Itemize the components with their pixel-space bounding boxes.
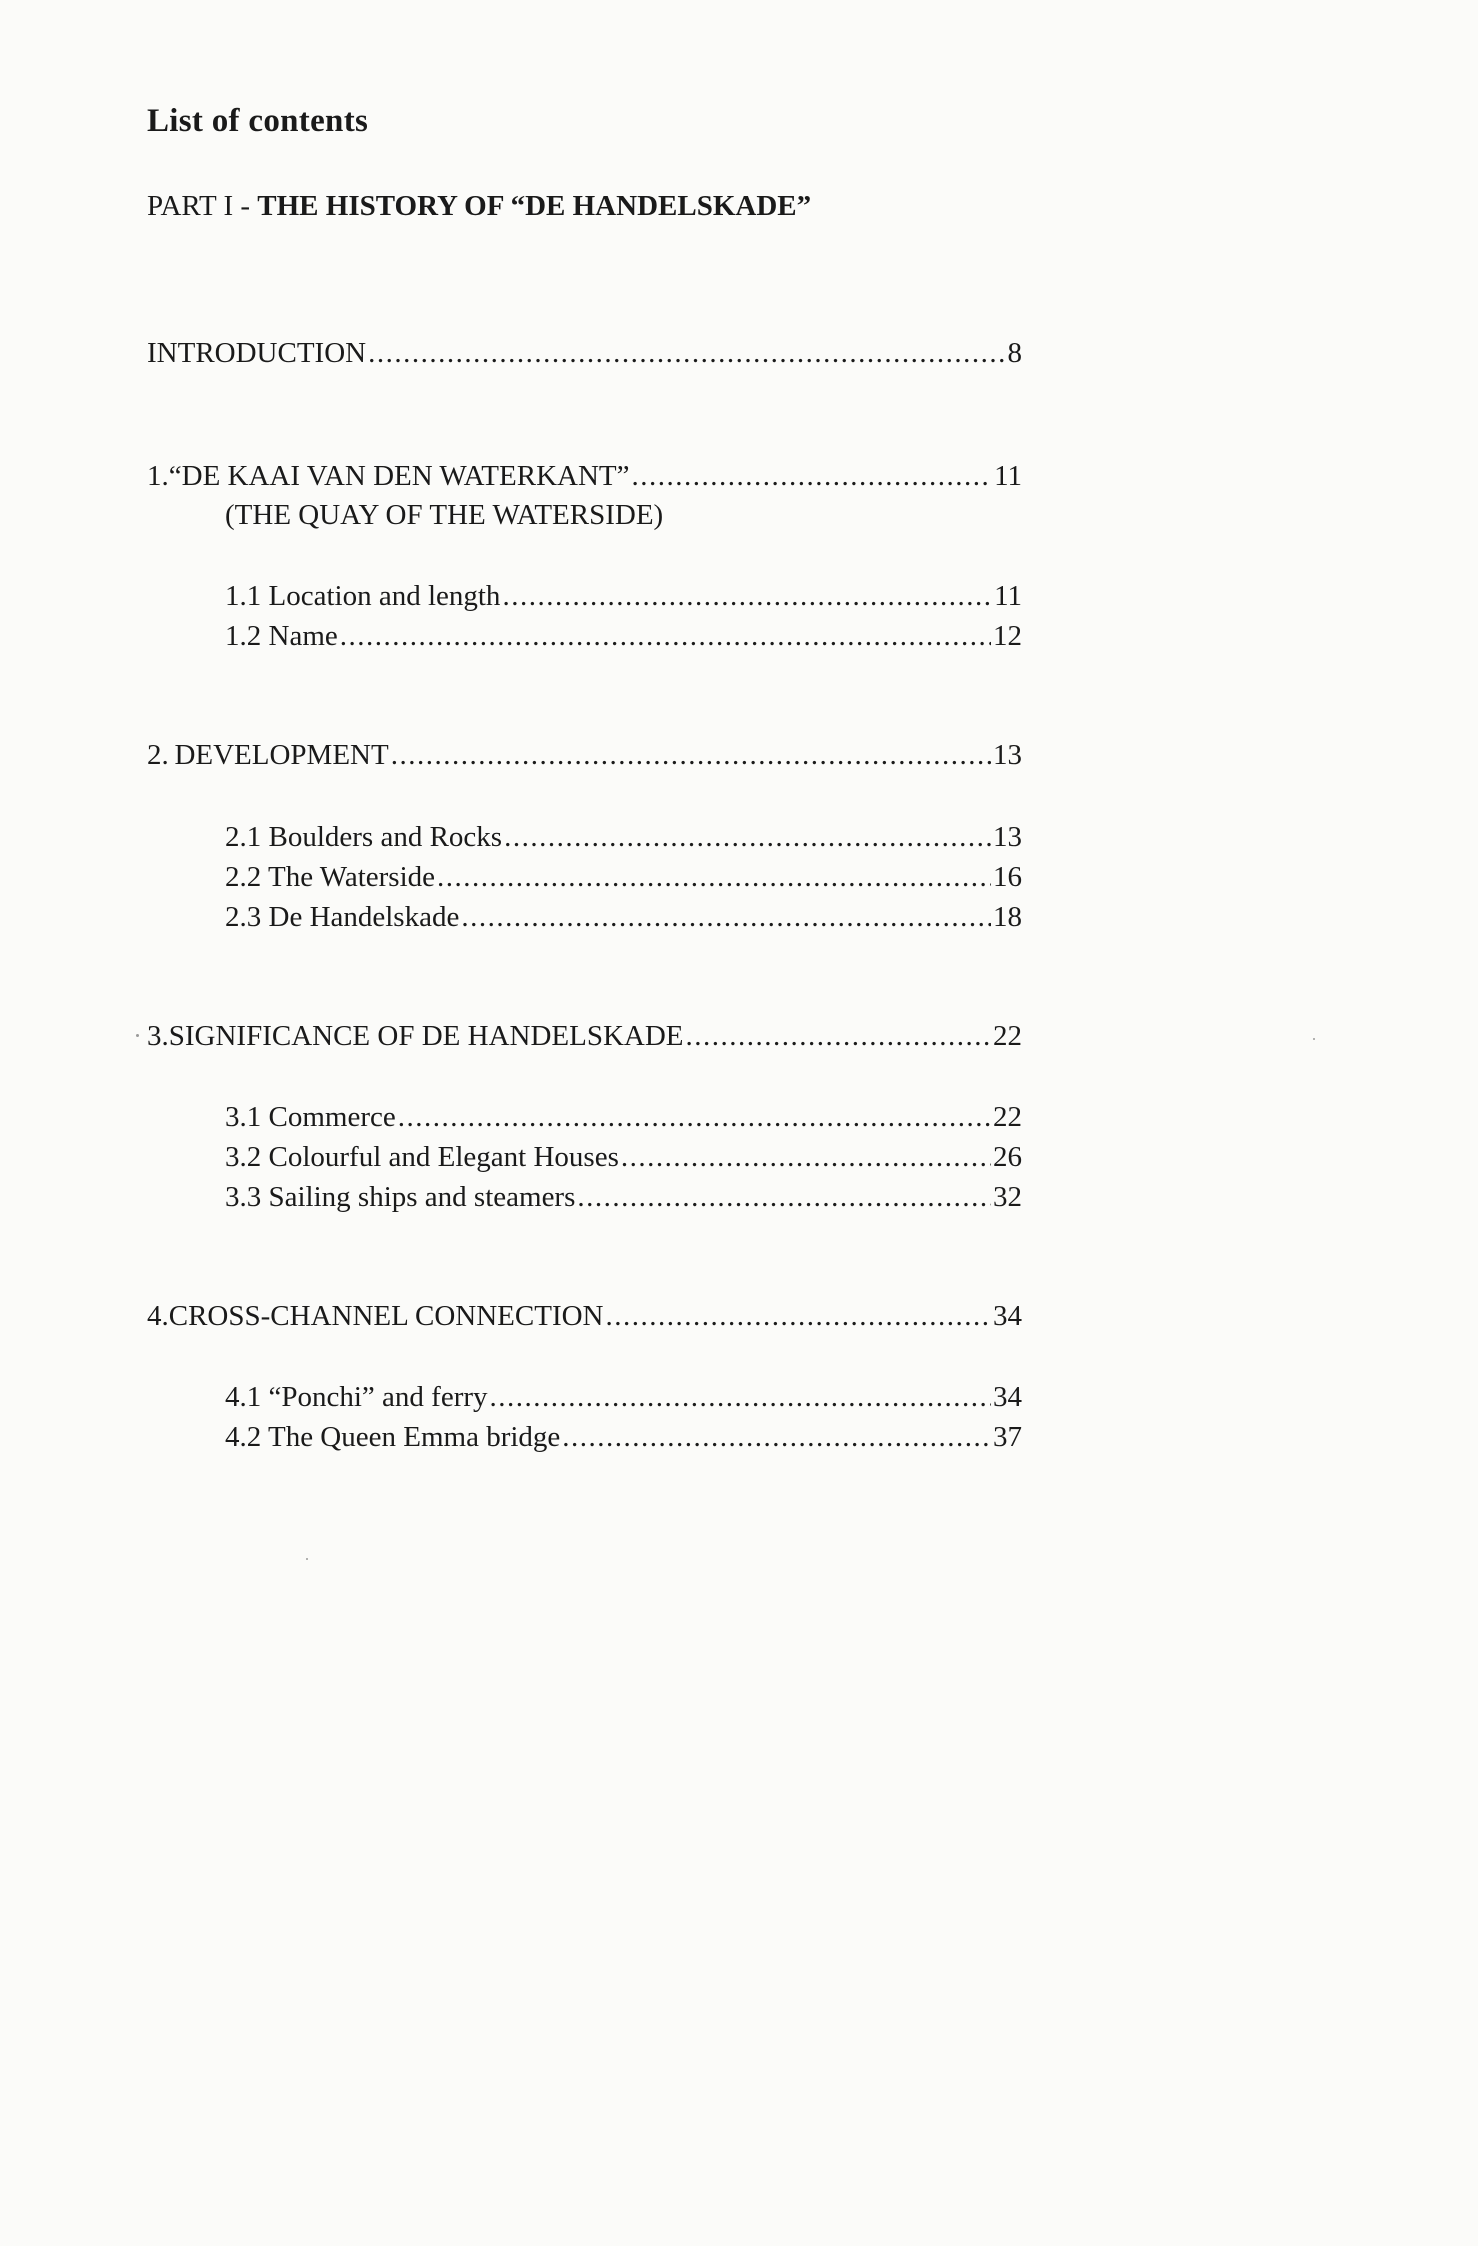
dot-leader — [398, 1099, 991, 1135]
toc-entry-introduction[interactable] — [147, 335, 1022, 371]
chapter-label: DEVELOPMENT — [174, 739, 389, 771]
toc-page-number: 22 — [993, 1101, 1022, 1133]
toc-page-number: 13 — [993, 739, 1022, 771]
toc-page-number: 34 — [993, 1381, 1022, 1413]
toc-chapter-4[interactable] — [147, 1298, 1022, 1334]
section-label: 4.1 “Ponchi” and ferry — [225, 1381, 488, 1413]
toc-entry-label: INTRODUCTION — [147, 337, 367, 369]
toc-page-number: 37 — [993, 1421, 1022, 1453]
toc-page-number: 32 — [993, 1181, 1022, 1213]
chapter-1-subtitle: (THE QUAY OF THE WATERSIDE) — [225, 499, 664, 531]
dot-leader — [631, 458, 992, 494]
dot-leader — [504, 819, 991, 855]
dot-leader — [577, 1179, 991, 1215]
dot-leader — [686, 1018, 992, 1054]
dot-leader — [621, 1139, 991, 1175]
section-label: 2.3 De Handelskade — [225, 901, 460, 933]
chapter-label: “DE KAAI VAN DEN WATERKANT” — [168, 460, 630, 492]
dot-leader — [437, 859, 991, 895]
toc-section-3-1[interactable] — [225, 1099, 1022, 1135]
toc-section-3-3[interactable] — [225, 1179, 1022, 1215]
chapter-label: SIGNIFICANCE OF DE HANDELSKADE — [168, 1020, 684, 1052]
toc-section-2-3[interactable] — [225, 899, 1022, 935]
toc-chapter-1[interactable] — [147, 458, 1022, 494]
toc-section-4-2[interactable] — [225, 1419, 1022, 1455]
toc-page-number: 18 — [993, 901, 1022, 933]
part-prefix: PART I - — [147, 190, 258, 222]
section-label: 4.2 The Queen Emma bridge — [225, 1421, 561, 1453]
dot-leader — [490, 1379, 991, 1415]
scan-speck — [1313, 1038, 1315, 1040]
toc-page-number: 16 — [993, 861, 1022, 893]
section-label: 3.1 Commerce — [225, 1101, 396, 1133]
dot-leader — [368, 335, 1005, 371]
dot-leader — [562, 1419, 991, 1455]
toc-section-3-2[interactable] — [225, 1139, 1022, 1175]
chapter-number: 2. — [147, 739, 169, 771]
page-title: List of contents — [147, 103, 369, 139]
section-label: 2.1 Boulders and Rocks — [225, 821, 503, 853]
section-label: 3.3 Sailing ships and steamers — [225, 1181, 576, 1213]
toc-page-number: 13 — [993, 821, 1022, 853]
dot-leader — [340, 618, 991, 654]
toc-section-2-2[interactable] — [225, 859, 1022, 895]
part-heading — [147, 190, 811, 223]
section-label: 2.2 The Waterside — [225, 861, 436, 893]
chapter-number: 3. — [147, 1020, 169, 1052]
toc-section-1-1[interactable] — [225, 578, 1022, 614]
chapter-number: 4. — [147, 1300, 169, 1332]
toc-page-number: 11 — [994, 460, 1022, 492]
dot-leader — [391, 737, 991, 773]
section-label: 1.2 Name — [225, 620, 338, 652]
chapter-label: CROSS-CHANNEL CONNECTION — [168, 1300, 604, 1332]
toc-page-number: 22 — [993, 1020, 1022, 1052]
dot-leader — [461, 899, 991, 935]
part-title: THE HISTORY OF “DE HANDELSKADE” — [257, 190, 812, 222]
scan-speck — [306, 1558, 308, 1560]
toc-page-number: 8 — [1007, 337, 1022, 369]
section-label: 1.1 Location and length — [225, 580, 501, 612]
toc-chapter-3[interactable] — [147, 1018, 1022, 1054]
toc-section-1-2[interactable] — [225, 618, 1022, 654]
dot-leader — [502, 578, 992, 614]
toc-page-number: 26 — [993, 1141, 1022, 1173]
dot-leader — [606, 1298, 992, 1334]
toc-page-number: 11 — [994, 580, 1022, 612]
toc-chapter-2[interactable] — [147, 737, 1022, 773]
toc-section-4-1[interactable] — [225, 1379, 1022, 1415]
scan-speck — [136, 1034, 139, 1037]
toc-page-number: 12 — [993, 620, 1022, 652]
chapter-number: 1. — [147, 460, 169, 492]
toc-page-number: 34 — [993, 1300, 1022, 1332]
toc-section-2-1[interactable] — [225, 819, 1022, 855]
section-label: 3.2 Colourful and Elegant Houses — [225, 1141, 619, 1173]
